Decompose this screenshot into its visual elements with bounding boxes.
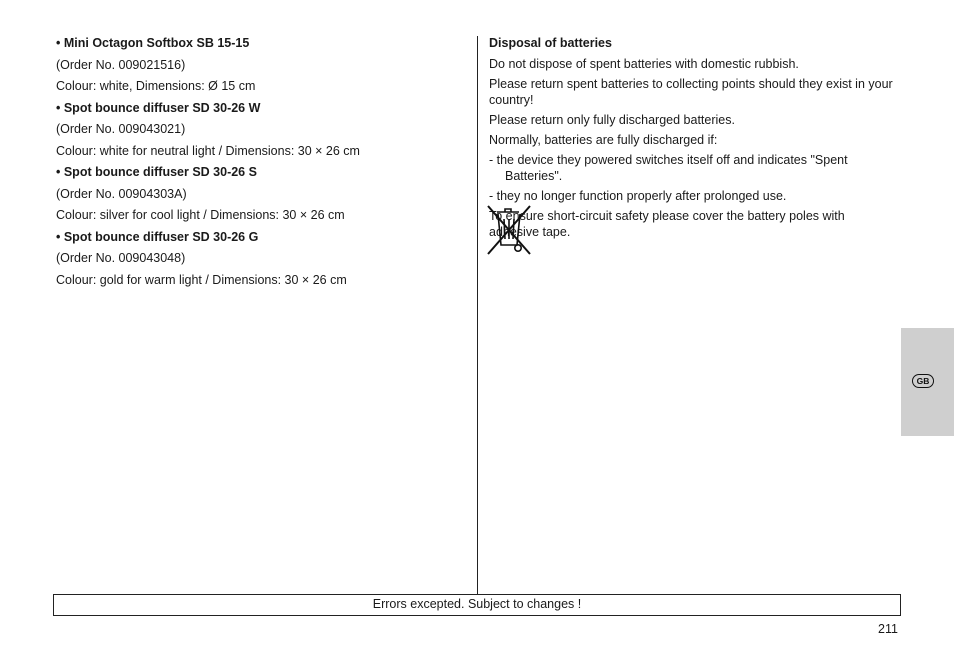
item-title-softbox: • Mini Octagon Softbox SB 15-15 <box>56 36 250 50</box>
language-side-tab <box>901 328 954 436</box>
list-item-continuation: Batteries". <box>505 169 563 183</box>
list-item: - they no longer function properly after prolonged use. <box>489 189 787 203</box>
list-item-text: - the device they powered switches itself off and indicates "Spent <box>489 153 848 167</box>
safety-note-text: To ensure short-circuit safety please cover the battery poles with adhesive tape. <box>489 209 845 239</box>
paragraph: Please return spent batteries to collecting points should they exist in your country! <box>489 77 893 107</box>
paragraph: Normally, batteries are fully discharged if: <box>489 133 718 147</box>
paragraph: Do not dispose of spent batteries with domestic rubbish. <box>489 57 799 71</box>
item-description: Colour: gold for warm light / Dimensions: 30 × 26 cm <box>56 272 347 287</box>
item-description: Colour: white, Dimensions: Ø 15 cm <box>56 79 256 93</box>
footer-note: Errors excepted. Subject to changes ! <box>53 594 901 616</box>
item-description: Colour: silver for cool light / Dimensions: 30 × 26 cm <box>56 208 345 222</box>
disposal-section <box>489 35 894 268</box>
item-order-number: (Order No. 009043021) <box>56 122 186 136</box>
accessory-list <box>56 35 466 288</box>
item-title-diffuser-s: • Spot bounce diffuser SD 30-26 S <box>56 165 257 179</box>
list-item <box>489 152 894 184</box>
item-order-number: (Order No. 009021516) <box>56 57 186 72</box>
battery-safety-note <box>489 208 894 268</box>
item-order-number: (Order No. 009043048) <box>56 251 186 265</box>
item-description: Colour: white for neutral light / Dimensions: 30 × 26 cm <box>56 143 360 158</box>
column-divider <box>477 36 478 594</box>
page-number: 211 <box>878 622 898 636</box>
item-order-number: (Order No. 00904303A) <box>56 186 187 201</box>
paragraph: Please return only fully discharged batteries. <box>489 113 735 127</box>
item-title-diffuser-w: • Spot bounce diffuser SD 30-26 W <box>56 100 261 115</box>
language-badge: GB <box>912 374 934 388</box>
item-title-diffuser-g: • Spot bounce diffuser SD 30-26 G <box>56 229 259 244</box>
crossed-out-wheelie-bin-icon <box>485 201 533 257</box>
section-heading: Disposal of batteries <box>489 36 612 50</box>
